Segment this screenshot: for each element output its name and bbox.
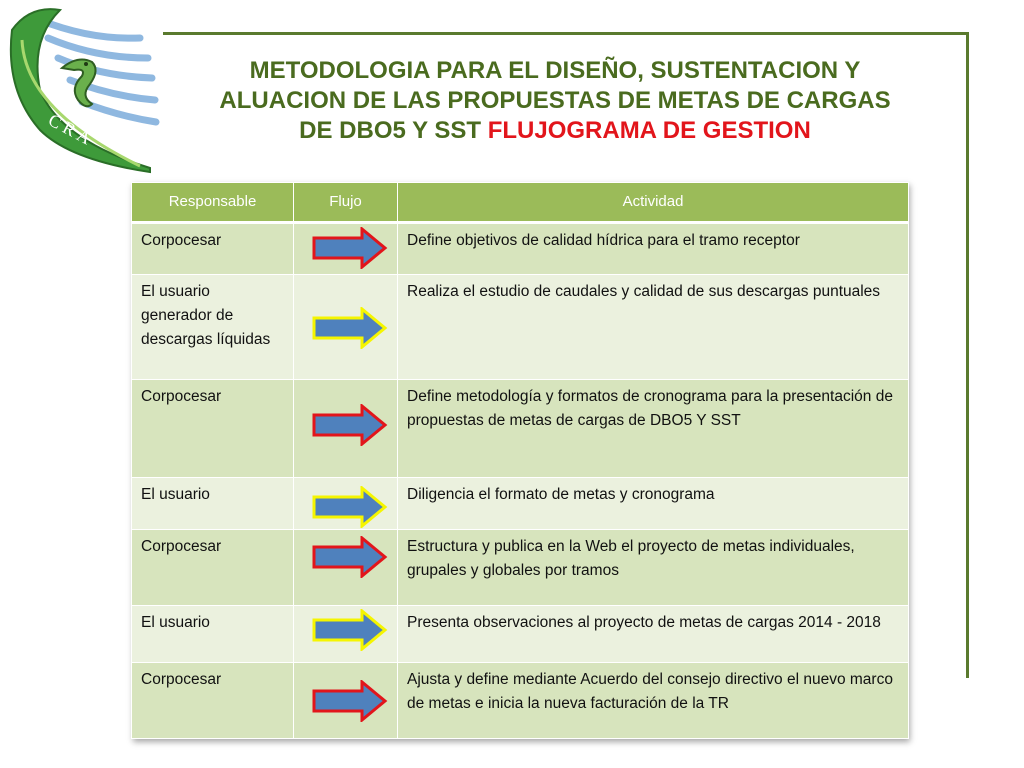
title-line-1: METODOLOGIA PARA EL DISEÑO, SUSTENTACION Y [249,57,861,84]
arrow-right-icon [312,307,388,349]
title-line-2: ALUACION DE LAS PROPUESTAS DE METAS DE CARGAS [219,87,891,114]
actividad-cell: Define metodología y formatos de cronograma para la presentación de propuestas de metas de cargas de DBO5 Y SST [398,380,909,478]
arrow-shape [314,611,385,649]
table-row [132,275,909,380]
arrow-shape [314,229,385,267]
arrow-right-icon [312,536,388,578]
arrow-right-icon [312,609,388,651]
title-highlight: FLUJOGRAMA DE GESTION [487,117,811,144]
cra-logo [0,0,160,175]
actividad-cell: Define objetivos de calidad hídrica para el tramo receptor [398,223,909,275]
flujo-cell [294,530,398,606]
logo-text: CRA [45,109,98,151]
flujo-cell [294,380,398,478]
responsable-cell: Corpocesar [132,223,294,275]
flujo-cell [294,223,398,275]
page-title [150,56,960,146]
header-flujo: Flujo [294,183,398,223]
responsable-cell: Corpocesar [132,530,294,606]
actividad-cell: Diligencia el formato de metas y cronograma [398,478,909,530]
frame-right-line [966,32,969,678]
responsable-cell: El usuario generador de descargas líquidas [132,275,294,380]
flujo-cell [294,478,398,530]
title-line-3-text: DE DBO5 Y SST [299,117,488,144]
responsable-cell: Corpocesar [132,380,294,478]
table-row [132,530,909,606]
responsable-cell: Corpocesar [132,663,294,739]
actividad-cell: Estructura y publica en la Web el proyecto de metas individuales, grupales y globales por tramos [398,530,909,606]
flujo-cell [294,606,398,663]
actividad-cell: Realiza el estudio de caudales y calidad de sus descargas puntuales [398,275,909,380]
table-row [132,478,909,530]
frame-top-line [163,32,969,35]
arrow-shape [314,682,385,720]
flow-table [131,182,909,739]
arrow-shape [314,538,385,576]
flujo-cell [294,275,398,380]
header-responsable: Responsable [132,183,294,223]
arrow-right-icon [312,486,388,528]
table-header-row [132,183,909,223]
arrow-right-icon [312,680,388,722]
table-row [132,380,909,478]
flow-table-container [131,182,908,739]
flujo-cell [294,663,398,739]
actividad-cell: Presenta observaciones al proyecto de metas de cargas 2014 - 2018 [398,606,909,663]
actividad-cell: Ajusta y define mediante Acuerdo del consejo directivo el nuevo marco de metas e inicia la nueva facturación de la TR [398,663,909,739]
table-row [132,663,909,739]
arrow-shape [314,488,385,526]
arrow-shape [314,406,385,444]
responsable-cell: El usuario [132,606,294,663]
arrow-right-icon [312,404,388,446]
header-actividad: Actividad [398,183,909,223]
responsable-cell: El usuario [132,478,294,530]
table-row [132,223,909,275]
table-row [132,606,909,663]
arrow-shape [314,309,385,347]
table-body [132,223,909,739]
title-line-3 [150,116,960,146]
arrow-right-icon [312,227,388,269]
